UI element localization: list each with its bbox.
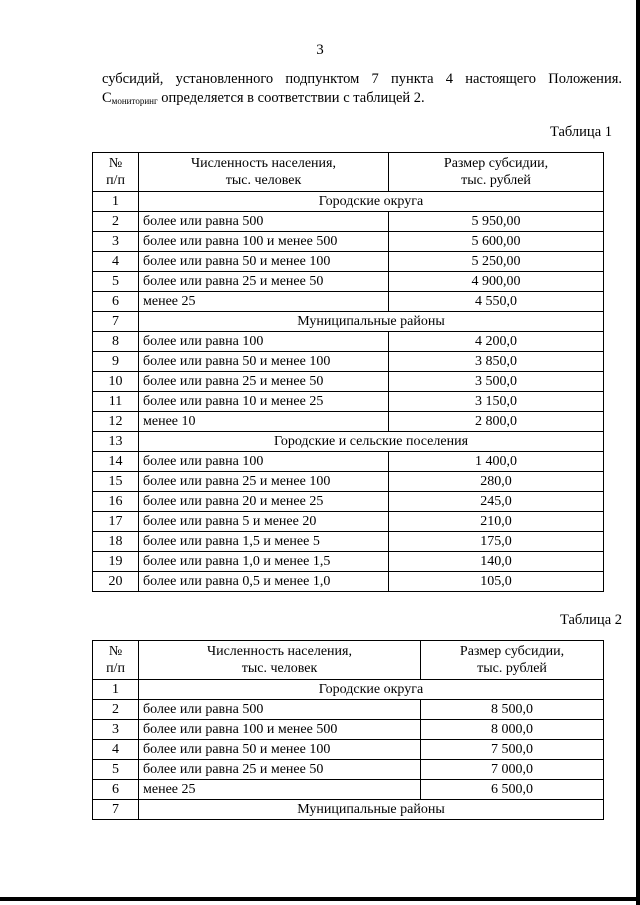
intro-line-2 (102, 89, 622, 111)
table-1-caption: Таблица 1 (549, 124, 612, 140)
intro-line-2-text: определяется в соответствии с таблицей 2. (157, 90, 425, 106)
c-symbol: С (102, 90, 112, 106)
section-title: Муниципальные районы (139, 312, 604, 332)
population-cell: более или равна 25 и менее 50 (139, 372, 389, 392)
section-row (93, 432, 604, 452)
population-cell: более или равна 500 (139, 700, 421, 720)
row-number: 9 (93, 352, 139, 372)
population-cell: более или равна 100 (139, 452, 389, 472)
table-row (93, 472, 604, 492)
population-cell: более или равна 100 и менее 500 (139, 720, 421, 740)
section-title: Городские округа (139, 192, 604, 212)
subsidy-cell: 280,0 (389, 472, 604, 492)
population-cell: более или равна 0,5 и менее 1,0 (139, 572, 389, 592)
subsidy-cell: 210,0 (389, 512, 604, 532)
population-cell: более или равна 50 и менее 100 (139, 252, 389, 272)
row-number: 4 (93, 252, 139, 272)
table-row (93, 512, 604, 532)
population-cell: менее 25 (139, 780, 421, 800)
row-number: 18 (93, 532, 139, 552)
table-row (93, 392, 604, 412)
table-row (93, 700, 604, 720)
subsidy-cell: 2 800,0 (389, 412, 604, 432)
population-cell: более или равна 25 и менее 100 (139, 472, 389, 492)
table-row (93, 572, 604, 592)
table-row (93, 352, 604, 372)
scan-right-edge (636, 0, 640, 905)
table-row (93, 452, 604, 472)
table-2-caption: Таблица 2 (559, 612, 622, 628)
population-cell: более или равна 5 и менее 20 (139, 512, 389, 532)
table-row (93, 232, 604, 252)
header-population: Численность населения, тыс. человек (139, 641, 421, 680)
row-number: 6 (93, 780, 139, 800)
table-row (93, 492, 604, 512)
row-number: 3 (93, 720, 139, 740)
header-subsidy: Размер субсидии, тыс. рублей (389, 153, 604, 192)
population-cell: более или равна 100 и менее 500 (139, 232, 389, 252)
subsidy-cell: 7 000,0 (421, 760, 604, 780)
row-number: 17 (93, 512, 139, 532)
row-number: 1 (93, 680, 139, 700)
c-subscript: мониторинг (111, 96, 158, 106)
table-1 (92, 152, 604, 592)
subsidy-cell: 5 600,00 (389, 232, 604, 252)
subsidy-cell: 3 850,0 (389, 352, 604, 372)
row-number: 6 (93, 292, 139, 312)
table-row (93, 372, 604, 392)
row-number: 2 (93, 700, 139, 720)
row-number: 2 (93, 212, 139, 232)
header-subsidy: Размер субсидии, тыс. рублей (421, 641, 604, 680)
subsidy-cell: 4 550,0 (389, 292, 604, 312)
subsidy-cell: 4 900,00 (389, 272, 604, 292)
population-cell: более или равна 20 и менее 25 (139, 492, 389, 512)
population-cell: более или равна 50 и менее 100 (139, 352, 389, 372)
population-cell: менее 10 (139, 412, 389, 432)
row-number: 3 (93, 232, 139, 252)
table-row (93, 252, 604, 272)
row-number: 4 (93, 740, 139, 760)
row-number: 13 (93, 432, 139, 452)
population-cell: более или равна 50 и менее 100 (139, 740, 421, 760)
table-row (93, 292, 604, 312)
intro-line-1: субсидий, установленного подпунктом 7 пункта 4 настоящего Положения. (102, 71, 622, 87)
table-row (93, 212, 604, 232)
section-row (93, 680, 604, 700)
table-row (93, 272, 604, 292)
population-cell: более или равна 1,5 и менее 5 (139, 532, 389, 552)
scan-bottom-edge (0, 897, 640, 901)
subsidy-cell: 175,0 (389, 532, 604, 552)
table-row (93, 760, 604, 780)
row-number: 7 (93, 312, 139, 332)
header-population: Численность населения, тыс. человек (139, 153, 389, 192)
table-row (93, 740, 604, 760)
table-header-row (93, 153, 604, 192)
subsidy-cell: 3 150,0 (389, 392, 604, 412)
section-title: Городские округа (139, 680, 604, 700)
header-number: № п/п (93, 153, 139, 192)
subsidy-cell: 6 500,0 (421, 780, 604, 800)
subsidy-cell: 105,0 (389, 572, 604, 592)
intro-paragraph (102, 70, 622, 111)
table-row (93, 780, 604, 800)
row-number: 1 (93, 192, 139, 212)
row-number: 12 (93, 412, 139, 432)
subsidy-cell: 8 000,0 (421, 720, 604, 740)
section-title: Муниципальные районы (139, 800, 604, 820)
section-row (93, 192, 604, 212)
subsidy-cell: 245,0 (389, 492, 604, 512)
subsidy-cell: 7 500,0 (421, 740, 604, 760)
row-number: 5 (93, 272, 139, 292)
subsidy-cell: 5 950,00 (389, 212, 604, 232)
table-2 (92, 640, 604, 820)
population-cell: менее 25 (139, 292, 389, 312)
row-number: 16 (93, 492, 139, 512)
population-cell: более или равна 10 и менее 25 (139, 392, 389, 412)
subsidy-cell: 140,0 (389, 552, 604, 572)
section-row (93, 312, 604, 332)
subsidy-cell: 1 400,0 (389, 452, 604, 472)
row-number: 5 (93, 760, 139, 780)
row-number: 11 (93, 392, 139, 412)
row-number: 14 (93, 452, 139, 472)
subsidy-cell: 8 500,0 (421, 700, 604, 720)
population-cell: более или равна 500 (139, 212, 389, 232)
row-number: 10 (93, 372, 139, 392)
population-cell: более или равна 25 и менее 50 (139, 272, 389, 292)
page-number: 3 (316, 42, 324, 58)
population-cell: более или равна 25 и менее 50 (139, 760, 421, 780)
section-row (93, 800, 604, 820)
subsidy-cell: 4 200,0 (389, 332, 604, 352)
table-row (93, 412, 604, 432)
subsidy-cell: 5 250,00 (389, 252, 604, 272)
population-cell: более или равна 1,0 и менее 1,5 (139, 552, 389, 572)
row-number: 20 (93, 572, 139, 592)
row-number: 7 (93, 800, 139, 820)
table-row (93, 552, 604, 572)
table-row (93, 332, 604, 352)
section-title: Городские и сельские поселения (139, 432, 604, 452)
table-header-row (93, 641, 604, 680)
table-row (93, 720, 604, 740)
population-cell: более или равна 100 (139, 332, 389, 352)
table-row (93, 532, 604, 552)
row-number: 8 (93, 332, 139, 352)
header-number: № п/п (93, 641, 139, 680)
row-number: 19 (93, 552, 139, 572)
row-number: 15 (93, 472, 139, 492)
subsidy-cell: 3 500,0 (389, 372, 604, 392)
